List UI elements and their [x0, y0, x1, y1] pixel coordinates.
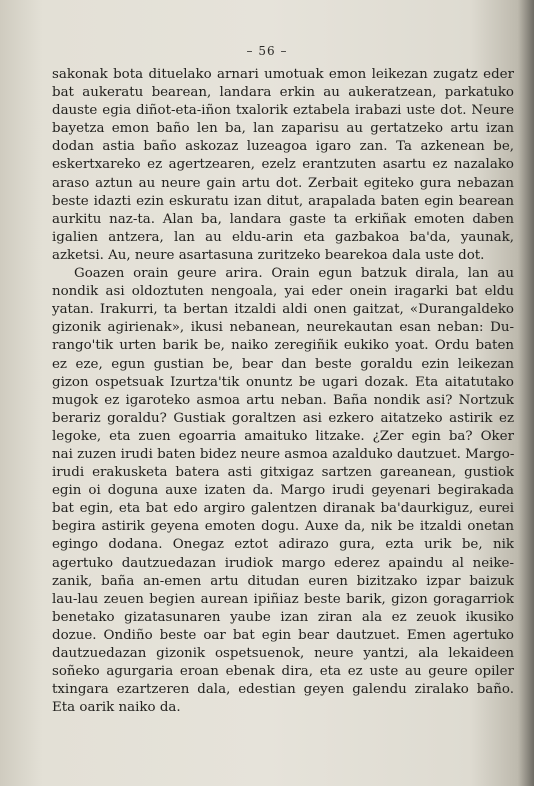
- text-line: mugok ez igaroteko asmoa artu neban. Baña nondik asi? Nortzuk: [52, 392, 514, 408]
- text-line: yatan. Irakurri, ta bertan itzaldi aldi onen gaitzat, «Durangaldeko: [52, 302, 514, 318]
- text-line: bat egin, eta bat edo argiro galentzen diranak ba'daurkiguz, eurei: [52, 501, 514, 517]
- text-line: zanik, baña an-emen artu ditudan euren bizitzako izpar baizuk: [52, 573, 514, 589]
- text-line: aurkitu naz-ta. Alan ba, landara gaste ta erkiñak emoten daben: [52, 211, 514, 227]
- text-line: nai zuzen irudi baten bidez neure asmoa azalduko dautzuet. Margo-: [52, 446, 514, 462]
- text-line: gizon ospetsuak Izurtza'tik onuntz be ugari dozak. Eta aitatutako: [52, 374, 514, 390]
- text-line: begira astirik geyena emoten dogu. Auxe da, nik be itzaldi onetan: [52, 519, 514, 535]
- text-line: rango'tik urten barik be, naiko zeregiñik eukiko yoat. Ordu baten: [52, 338, 514, 354]
- text-line: agertuko dautzuedazan irudiok margo ederez apaindu al neike-: [52, 555, 514, 571]
- paragraph-1: [52, 66, 514, 265]
- text-line: egingo dodana. Onegaz eztot adirazo gura, ezta urik be, nik: [52, 537, 514, 553]
- text-line: dodan astia baño askozaz luzeagoa igaro zan. Ta azkenean be,: [52, 139, 514, 155]
- text-line: irudi erakusketa batera asti gitxigaz sartzen gareanean, gustiok: [52, 465, 514, 481]
- text-line: legoke, eta zuen egoarria amaituko litzake. ¿Zer egin ba? Oker: [52, 428, 514, 444]
- text-line: Goazen orain geure arira. Orain egun batzuk dirala, lan au: [74, 266, 514, 282]
- text-line: egin oi doguna auxe izaten da. Margo irudi geyenari begirakada: [52, 483, 514, 499]
- text-line: txingara ezartzeren dala, edestian geyen galendu ziralako baño.: [52, 682, 514, 698]
- page-number: – 56 –: [246, 44, 288, 58]
- text-line: azketsi. Au, neure asartasuna zuritzeko bearekoa dala uste dot.: [52, 247, 485, 263]
- text-line: ez eze, egun gustian be, bear dan beste goraldu ezin leikezan: [52, 356, 514, 372]
- text-line: araso aztun au neure gain artu dot. Zerbait egiteko gura nebazan: [52, 175, 514, 191]
- text-line: lau-lau zeuen begien aurean ipiñiaz beste barik, gizon goragarriok: [52, 591, 514, 607]
- text-line: dauste egia diñot-eta-iñon txalorik eztabela irabazi uste dot. Neure: [52, 103, 514, 119]
- text-line: nondik asi oldoztuten nengoala, yai eder onein iragarki bat eldu: [52, 284, 514, 300]
- text-line: gizonik agirienak», ikusi nebanean, neurekautan esan neban: Du-: [52, 320, 514, 336]
- text-line: igalien antzera, lan au eldu-arin eta gazbakoa ba'da, yaunak,: [52, 229, 514, 245]
- text-line: dozue. Ondiño beste oar bat egin bear dautzuet. Emen agertuko: [52, 627, 514, 643]
- text-line: dautzuedazan gizonik ospetsuenok, neure yantzi, ala lekaideen: [52, 646, 514, 661]
- text-line: bayetza emon baño len ba, lan zaparisu au gertatzeko artu izan: [52, 121, 514, 137]
- text-line: bat aukeratu bearean, landara erkin au aukeratzean, parkatuko: [52, 85, 514, 101]
- text-line: sakonak bota dituelako arnari umotuak emon leikezan zugatz eder: [52, 67, 514, 82]
- text-line: beste idazti ezin eskuratu izan ditut, arapalada baten egin bearean: [52, 193, 514, 209]
- text-line: soñeko agurgaria eroan ebenak dira, eta ez uste au geure opiler: [52, 664, 514, 680]
- paragraph-2: [52, 265, 514, 717]
- body-text: [52, 66, 514, 717]
- text-line: benetako gizatasunaren yaube izan ziran ala ez zeuok ikusiko: [52, 609, 514, 625]
- text-line: eskertxareko ez agertzearen, ezelz erantzuten asartu ez nazalako: [52, 157, 514, 173]
- text-line: Eta oarik naiko da.: [52, 700, 181, 716]
- text-line: berariz goraldu? Gustiak goraltzen asi ezkero aitatzeko astirik ez: [52, 410, 514, 426]
